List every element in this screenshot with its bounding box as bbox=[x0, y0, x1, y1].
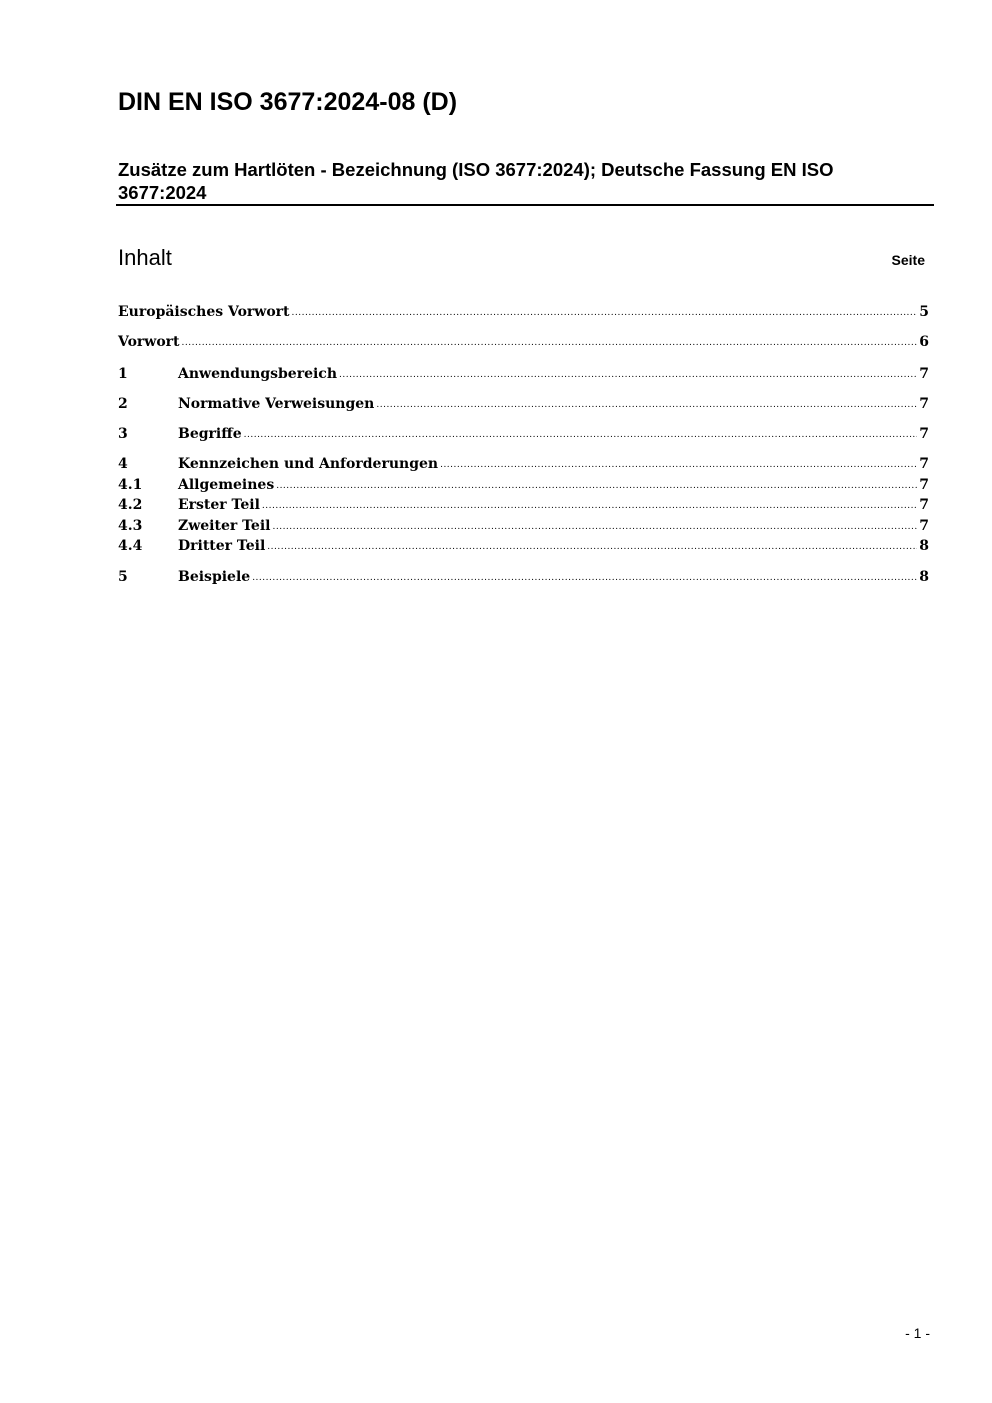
toc-entry-second-part[interactable] bbox=[118, 516, 929, 536]
toc-dot-leader bbox=[262, 496, 917, 516]
toc-heading: Inhalt bbox=[118, 245, 172, 270]
toc-entry-marking-requirements[interactable] bbox=[118, 454, 929, 474]
toc-entry-number: 2 bbox=[118, 396, 128, 412]
toc-entry-page: 6 bbox=[919, 334, 929, 350]
toc-entry-label: Zweiter Teil bbox=[178, 518, 271, 534]
toc-entry-general[interactable] bbox=[118, 475, 929, 495]
toc-entry-page: 7 bbox=[919, 456, 929, 472]
toc-entry-number: 4.4 bbox=[118, 538, 143, 554]
toc-entry-page: 7 bbox=[919, 396, 929, 412]
toc-entry-terms[interactable] bbox=[118, 424, 929, 444]
toc-entry-page: 7 bbox=[919, 366, 929, 382]
toc-dot-leader bbox=[339, 365, 917, 385]
toc-entry-examples[interactable] bbox=[118, 567, 929, 587]
toc-entry-page: 7 bbox=[919, 518, 929, 534]
toc-entry-number: 4.2 bbox=[118, 497, 143, 513]
document-subtitle: Zusätze zum Hartlöten - Bezeichnung (ISO 3677:2024); Deutsche Fassung EN ISO 3677:2024 bbox=[118, 159, 834, 203]
toc-entry-foreword[interactable] bbox=[118, 332, 929, 352]
toc-entry-label: Erster Teil bbox=[178, 497, 260, 513]
document-title: DIN EN ISO 3677:2024-08 (D) bbox=[118, 88, 458, 116]
toc-dot-leader bbox=[272, 517, 917, 537]
toc-entry-page: 8 bbox=[919, 569, 929, 585]
toc-entry-label: Europäisches Vorwort bbox=[118, 304, 290, 320]
toc-entry-european-foreword[interactable] bbox=[118, 302, 929, 322]
toc-entry-first-part[interactable] bbox=[118, 495, 929, 515]
toc-dot-leader bbox=[440, 455, 917, 475]
toc-entry-scope[interactable] bbox=[118, 364, 929, 384]
toc-entry-label: Anwendungsbereich bbox=[178, 366, 337, 382]
toc-dot-leader bbox=[292, 303, 918, 323]
toc-entry-number: 5 bbox=[118, 569, 128, 585]
toc-dot-leader bbox=[244, 425, 918, 445]
toc-entry-label: Dritter Teil bbox=[178, 538, 266, 554]
toc-entry-label: Vorwort bbox=[118, 334, 180, 350]
toc-entry-label: Allgemeines bbox=[178, 477, 275, 493]
toc-entry-number: 4 bbox=[118, 456, 128, 472]
toc-entry-page: 8 bbox=[919, 538, 929, 554]
page-number: - 1 - bbox=[905, 1325, 930, 1341]
toc-entry-number: 4.1 bbox=[118, 477, 143, 493]
page-column-label: Seite bbox=[891, 252, 925, 268]
toc-dot-leader bbox=[267, 537, 917, 557]
toc-dot-leader bbox=[252, 568, 917, 588]
toc-dot-leader bbox=[276, 476, 917, 496]
toc-entry-number: 1 bbox=[118, 366, 128, 382]
toc-entry-page: 7 bbox=[919, 477, 929, 493]
toc-entry-number: 4.3 bbox=[118, 518, 143, 534]
toc-dot-leader bbox=[182, 333, 918, 353]
toc-entry-page: 7 bbox=[919, 497, 929, 513]
title-divider bbox=[116, 204, 934, 206]
toc-dot-leader bbox=[376, 395, 917, 415]
toc-entry-label: Begriffe bbox=[178, 426, 242, 442]
toc-entry-page: 7 bbox=[919, 426, 929, 442]
toc-entry-third-part[interactable] bbox=[118, 536, 929, 556]
toc-entry-number: 3 bbox=[118, 426, 128, 442]
toc-entry-label: Beispiele bbox=[178, 569, 251, 585]
toc-entry-normative-references[interactable] bbox=[118, 394, 929, 414]
toc-entry-label: Kennzeichen und Anforderungen bbox=[178, 456, 439, 472]
toc-entry-label: Normative Verweisungen bbox=[178, 396, 375, 412]
toc-entry-page: 5 bbox=[919, 304, 929, 320]
